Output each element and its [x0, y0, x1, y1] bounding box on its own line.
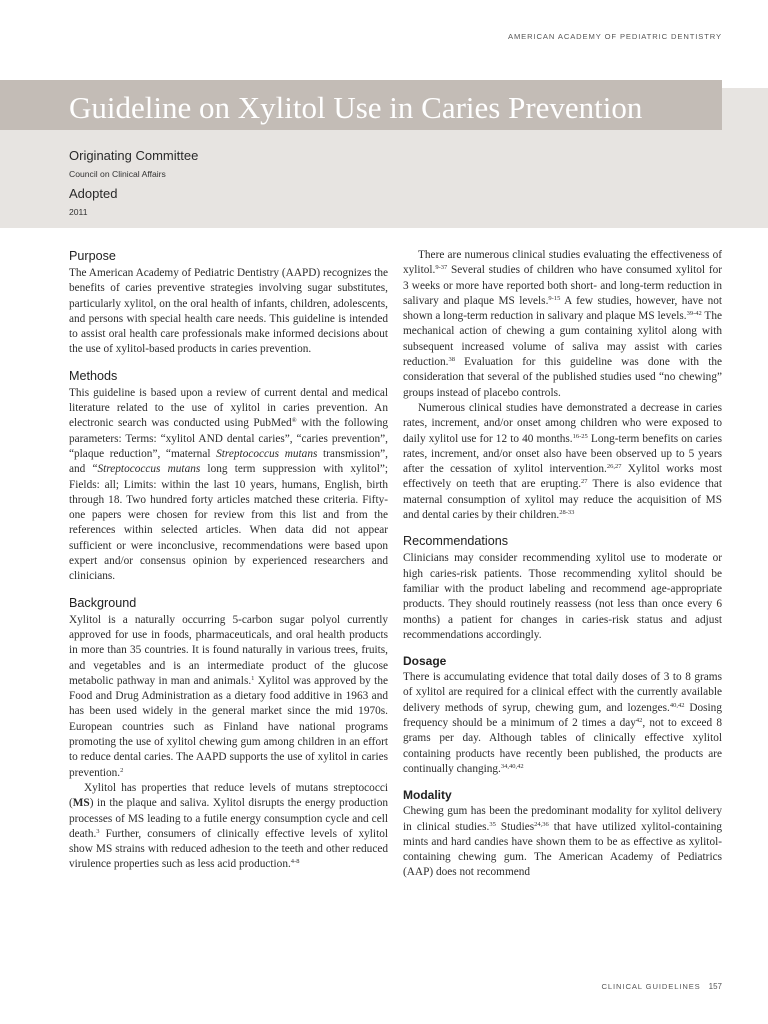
caries-studies-paragraph: Numerous clinical studies have demonstrated a decrease in caries rates, increment, and/or onset among children who were exposed to daily xylitol use for 12 to 40 months.$^{16-25}$ Long-term benefits on caries rates, increment, and/or onset also have been observed up to 5 years after the cessation of xylitol intervention.$^{26,27}$ Xylitol works most effectively on teeth that are erupting.$^{27}$ There is also evidence that maternal consumption of xylitol may reduce the acquisition of MS and dental caries by their children.$^{28-33}$	[403, 401, 723, 522]
methods-heading: Methods	[69, 368, 118, 383]
adopted-heading: Adopted	[69, 186, 118, 201]
purpose-paragraph: The American Academy of Pediatric Dentistry (AAPD) recognizes the benefits of caries preventive strategies involving sugar substitutes, particularly xylitol, on the oral health of infants, children, adolescents, and persons with special health care needs. This guideline is intended to assist oral health care professionals make informed decisions about the use of xylitol-based products in caries prevention.	[69, 267, 388, 356]
originating-committee: Council on Clinical Affairs	[69, 169, 166, 179]
originating-committee-heading: Originating Committee	[69, 148, 199, 163]
page-footer	[602, 982, 722, 991]
recommendations-heading: Recommendations	[403, 534, 508, 549]
adopted-year: 2011	[69, 207, 88, 217]
right-column	[403, 248, 722, 881]
dosage-heading: Dosage	[403, 654, 447, 669]
background-heading: Background	[69, 595, 137, 610]
modality-paragraph: Chewing gum has been the predominant modality for xylitol delivery in clinical studies.$^{35}$ Studies$^{24,36}$ that have utilized xylitol-containing mints and hard candies have shown them to be as effective as xylitol-containing chewing gum. The American Academy of Pediatrics (AAP) does not recommend	[403, 805, 723, 879]
modality-heading: Modality	[403, 788, 452, 803]
title-band-accent	[722, 88, 768, 130]
page-number: 157	[708, 982, 722, 991]
effectiveness-paragraph: There are numerous clinical studies evaluating the effectiveness of xylitol.$^{9-37}$ Several studies of children who have consumed xylitol for 3 weeks or more have reported both short- and long-term reduction in salivary and plaque MS levels.$^{9-15}$ A few studies, however, have not shown a long-term reduction in salivary and plaque MS levels.$^{39-42}$ The mechanical action of chewing a gum containing xylitol along with subsequent increased volume of saliva may assist with caries reduction.$^{38}$ Evaluation for this guideline was done with the consideration that several of the published studies used “no chewing” groups instead of placebo controls.	[403, 249, 723, 399]
purpose-heading: Purpose	[69, 249, 116, 263]
background-paragraph: Xylitol has properties that reduce levels of mutans streptococci (MS) in the plaque and saliva. Xylitol disrupts the energy production processes of MS leading to a futile energy consumption cycle and cell death.$^3$ Further, consumers of clinically effective levels of xylitol show MS strains with reduced adhesion to the teeth and other reduced virulence properties such as less acid production.$^{4-8}$	[69, 781, 388, 871]
meta-panel	[0, 130, 768, 228]
recommendations-paragraph: Clinicians may consider recommending xylitol use to moderate or high caries-risk patients. Those recommending xylitol should be familiar with the product labeling and recommend age-appropriate products. They should routinely reassess (not less than once every 6 months) a patient for changes in caries-risk status and adjust recommendations accordingly.	[403, 552, 722, 641]
methods-paragraph: This guideline is based upon a review of current dental and medical literature related to the use of xylitol in caries prevention. An electronic search was conducted using PubMed® with the following parameters: Terms: “xylitol AND dental caries”, “caries prevention”, “plaque reduction”, “maternal Streptococcus mutans transmission”, and “Streptococcus mutans long term suppression with xylitol”; Fields: all; Limits: within the last 10 years, humans, English, birth through 18. Two hundred forty articles matched these criteria. Fifty-one papers were chosen for review from this list and from the references within selected articles. When data did not appear sufficient or were inconclusive, recommendations were based upon expert and/or consensus opinion by experienced researchers and clinicians.	[69, 386, 389, 583]
background-paragraph: Xylitol is a naturally occurring 5-carbon sugar polyol currently approved for use in foods, pharmaceuticals, and oral health products in more than 35 countries. It is found naturally in various trees, fruits, and vegetables and is an intermediate product of the glucose metabolic pathway in man and animals.$^1$ Xylitol was approved by the Food and Drug Administration as a dietary food additive in 1963 and has been used widely in the general market since the mid 1970s. European countries such as Finland have national programs promoting the use of xylitol chewing gum among children in an effort to reduce dental caries. The AAPD supports the use of xylitol in caries prevention.$^2$	[69, 613, 388, 779]
dosage-paragraph: There is accumulating evidence that total daily doses of 3 to 8 grams of xylitol are required for a clinical effect with the currently available delivery methods of syrup, chewing gum, and lozenges.$^{40,42}$ Dosing frequency should be a minimum of 2 times a day$^{42}$, not to exceed 8 grams per day. Although tables of clinically effective xylitol containing products have recently been published, the products are continually changing.$^{34,40,42}$	[403, 671, 722, 775]
running-head: AMERICAN ACADEMY OF PEDIATRIC DENTISTRY	[507, 32, 722, 41]
left-column	[69, 248, 388, 873]
footer-label: CLINICAL GUIDELINES	[601, 982, 701, 991]
page-title: Guideline on Xylitol Use in Caries Prevention	[69, 90, 643, 125]
